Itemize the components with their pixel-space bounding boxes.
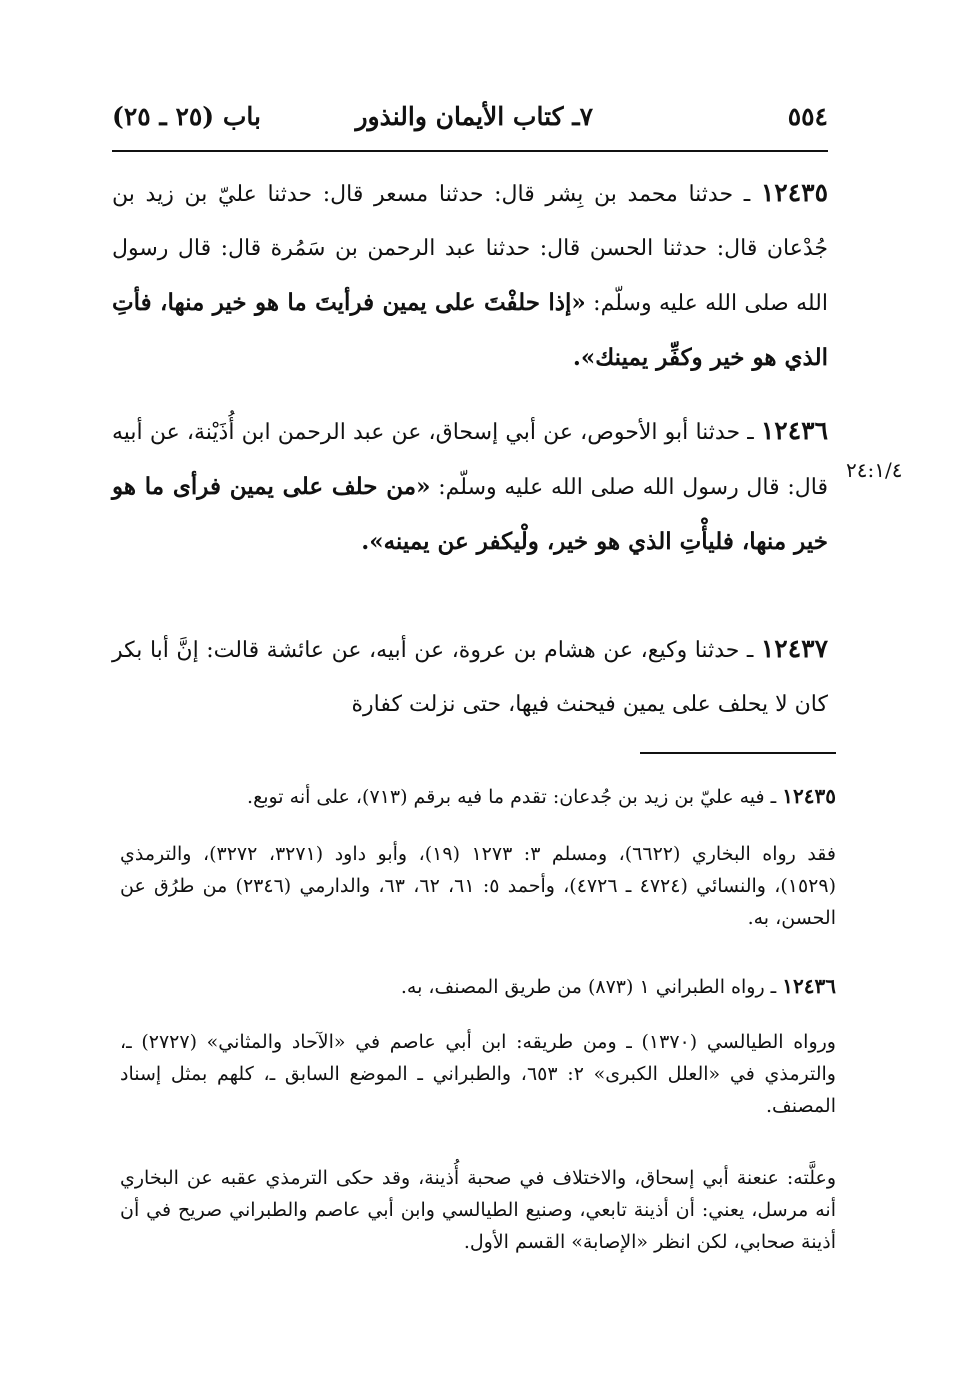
- footnote-paragraph: [120, 1026, 836, 1122]
- footnote-text: وعلَّته: عنعنة أبي إسحاق، والاختلاف في صحبة أُذينة، وقد حكى الترمذي عقبه عن البخاري أنه مرسل، يعني: أن أذينة تابعي، وصنيع الطيالسي وابن أبي عاصم والطبراني صريح في أن أذينة صحابي، لكن انظر «الإصابة» القسم الأول.: [120, 1167, 836, 1253]
- chapter-label: باب (٢٥ ـ ٢٥): [112, 102, 261, 131]
- hadith-number: ١٢٤٣٧: [760, 634, 828, 663]
- hadith-12436: [112, 404, 828, 570]
- hadith-12435: [112, 166, 828, 386]
- footnote-paragraph: [120, 838, 836, 934]
- hadith-quote: «إذا حلفْتَ على يمين فرأيتَ ما هو خير منها، فأتِ الذي هو خير وكفِّر يمينك».: [112, 289, 828, 371]
- hadith-number: ١٢٤٣٥: [760, 178, 828, 207]
- footnote-text: فقد رواه البخاري (٦٦٢٢)، ومسلم ٣: ١٢٧٣ (١٩)، وأبو داود (٣٢٧١، ٣٢٧٢)، والترمذي (١٥٢٩)، والنسائي (٤٧٢٤ ـ ٤٧٢٦)، وأحمد ٥: ٦١، ٦٢، ٦٣، والدارمي (٢٣٤٦) من طرُق عن الحسن، به.: [120, 843, 836, 929]
- hadith-quote: «من حلف على يمين فرأى ما هو خير منها، فليأْتِ الذي هو خير، ولْيكفر عن يمينه».: [112, 473, 828, 555]
- margin-reference: ٢٤:١/٤: [846, 458, 903, 482]
- page-number: ٥٥٤: [787, 102, 828, 131]
- running-header: [112, 100, 828, 150]
- hadith-12437: [112, 622, 828, 732]
- hadith-text: ـ حدثنا وكيع، عن هشام بن عروة، عن أبيه، عن عائشة قالت: إنَّ أبا بكر كان لا يحلف على يمين فيحنث فيها، حتى نزلت كفارة: [112, 638, 828, 717]
- footnote-12436: [120, 970, 836, 1003]
- footnote-number: ١٢٤٣٥: [782, 784, 836, 808]
- footnote-text: ـ رواه الطبراني ١ (٨٧٣) من طريق المصنف، به.: [400, 976, 783, 998]
- footnote-number: ١٢٤٣٦: [782, 974, 836, 998]
- footnote-12435: [120, 780, 836, 813]
- header-divider: [112, 150, 828, 152]
- footnote-divider: [640, 752, 836, 754]
- hadith-text: ـ حدثنا أبو الأحوص، عن أبي إسحاق، عن عبد الرحمن ابن أُذَيْنة، عن أبيه قال: قال رسول الله صلى الله عليه وسلّم:: [112, 420, 829, 500]
- footnote-paragraph: [120, 1162, 836, 1258]
- footnote-text: ـ فيه عليّ بن زيد بن جُدعان: تقدم ما فيه برقم (٧١٣)، على أنه توبع.: [247, 786, 783, 808]
- book-title: ٧ـ كتاب الأيمان والنذور: [355, 102, 593, 131]
- footnote-text: ورواه الطيالسي (١٣٧٠) ـ ومن طريقه: ابن أبي عاصم في «الآحاد والمثاني» (٢٧٢٧) ـ، والترمذي في «العلل الكبرى» ٢: ٦٥٣، والطبراني ـ الموضع السابق ـ، كلهم بمثل إسناد المصنف.: [120, 1031, 836, 1117]
- hadith-text: ـ حدثنا محمد بن بِشر قال: حدثنا مسعر قال: حدثنا عليّ بن زيد بن جُدْعان قال: حدثنا الحسن قال: حدثنا عبد الرحمن بن سَمُرة قال: قال رسول الله صلى الله عليه وسلّم:: [112, 182, 828, 316]
- hadith-number: ١٢٤٣٦: [760, 416, 828, 445]
